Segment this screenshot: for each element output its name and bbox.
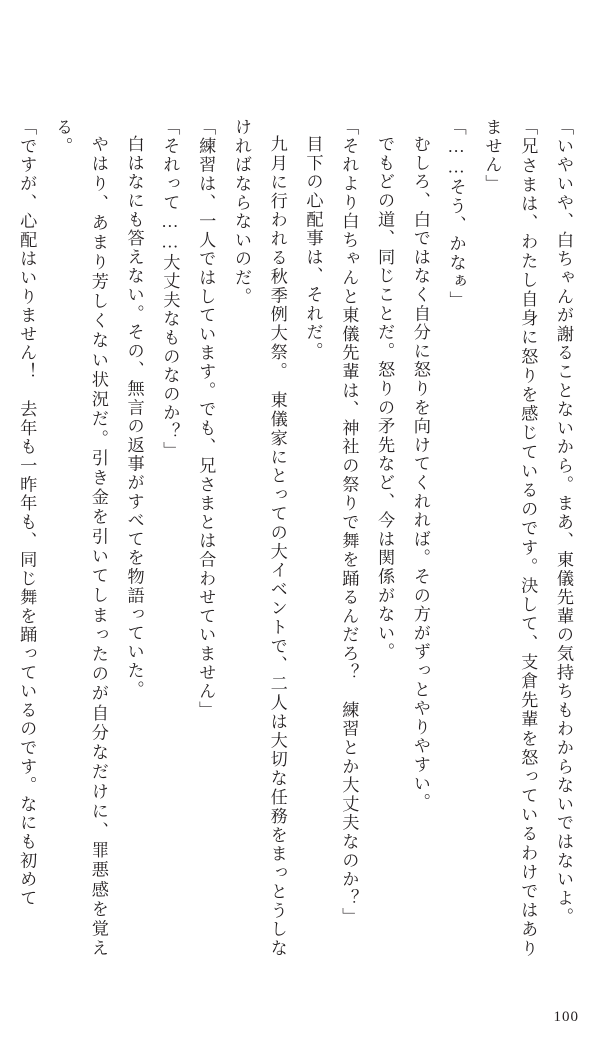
paragraph: 「……そう、かなぁ」 bbox=[446, 118, 466, 310]
paragraph: むしろ、白ではなく自分に怒りを向けてくれれば。その方がずっとやりやすい。 bbox=[410, 135, 430, 812]
paragraph: 「いやいや、白ちゃんが謝ることないから。まあ、東儀先輩の気持ちもわからないではないよ。 bbox=[554, 118, 573, 927]
paragraph: 九月に行われる秋季例大祭。 東儀家にとっての大イベントで、二人は大切な任務をまっとうしなければならないのだ。 bbox=[231, 118, 287, 958]
paragraph: でもどの道、同じことだ。怒りの矛先など、今は関係がない。 bbox=[375, 135, 395, 662]
paragraph: 「兄さまは、わたし自身に怒りを感じているのです。決して、支倉先輩を怒っているわけではありません」 bbox=[482, 118, 538, 958]
paragraph: 白はなにも答えない。その、無言の返事がすべてを物語っていた。 bbox=[124, 135, 144, 700]
paragraph: 「練習は、一人ではしています。でも、兄さまとは合わせていません」 bbox=[196, 118, 216, 720]
paragraph: 「それより白ちゃんと東儀先輩は、神社の祭りで舞を踊るんだろ？ 練習とか大丈夫なのか？」 bbox=[339, 118, 359, 927]
paragraph: 「それって……大丈夫なものなのか？」 bbox=[160, 118, 180, 460]
page-text-body bbox=[17, 118, 581, 958]
paragraph: 「ですが、心配はいりません！ 去年も一昨年も、同じ舞を踊っているのです。なにも初めて bbox=[17, 118, 37, 908]
paragraph: やはり、あまり芳しくない状況だ。引き金を引いてしまったのが自分なだけに、罪悪感を覚える。 bbox=[53, 118, 108, 958]
paragraph: 目下の心配事は、それだ。 bbox=[303, 135, 323, 361]
page-number: 100 bbox=[553, 1009, 579, 1025]
